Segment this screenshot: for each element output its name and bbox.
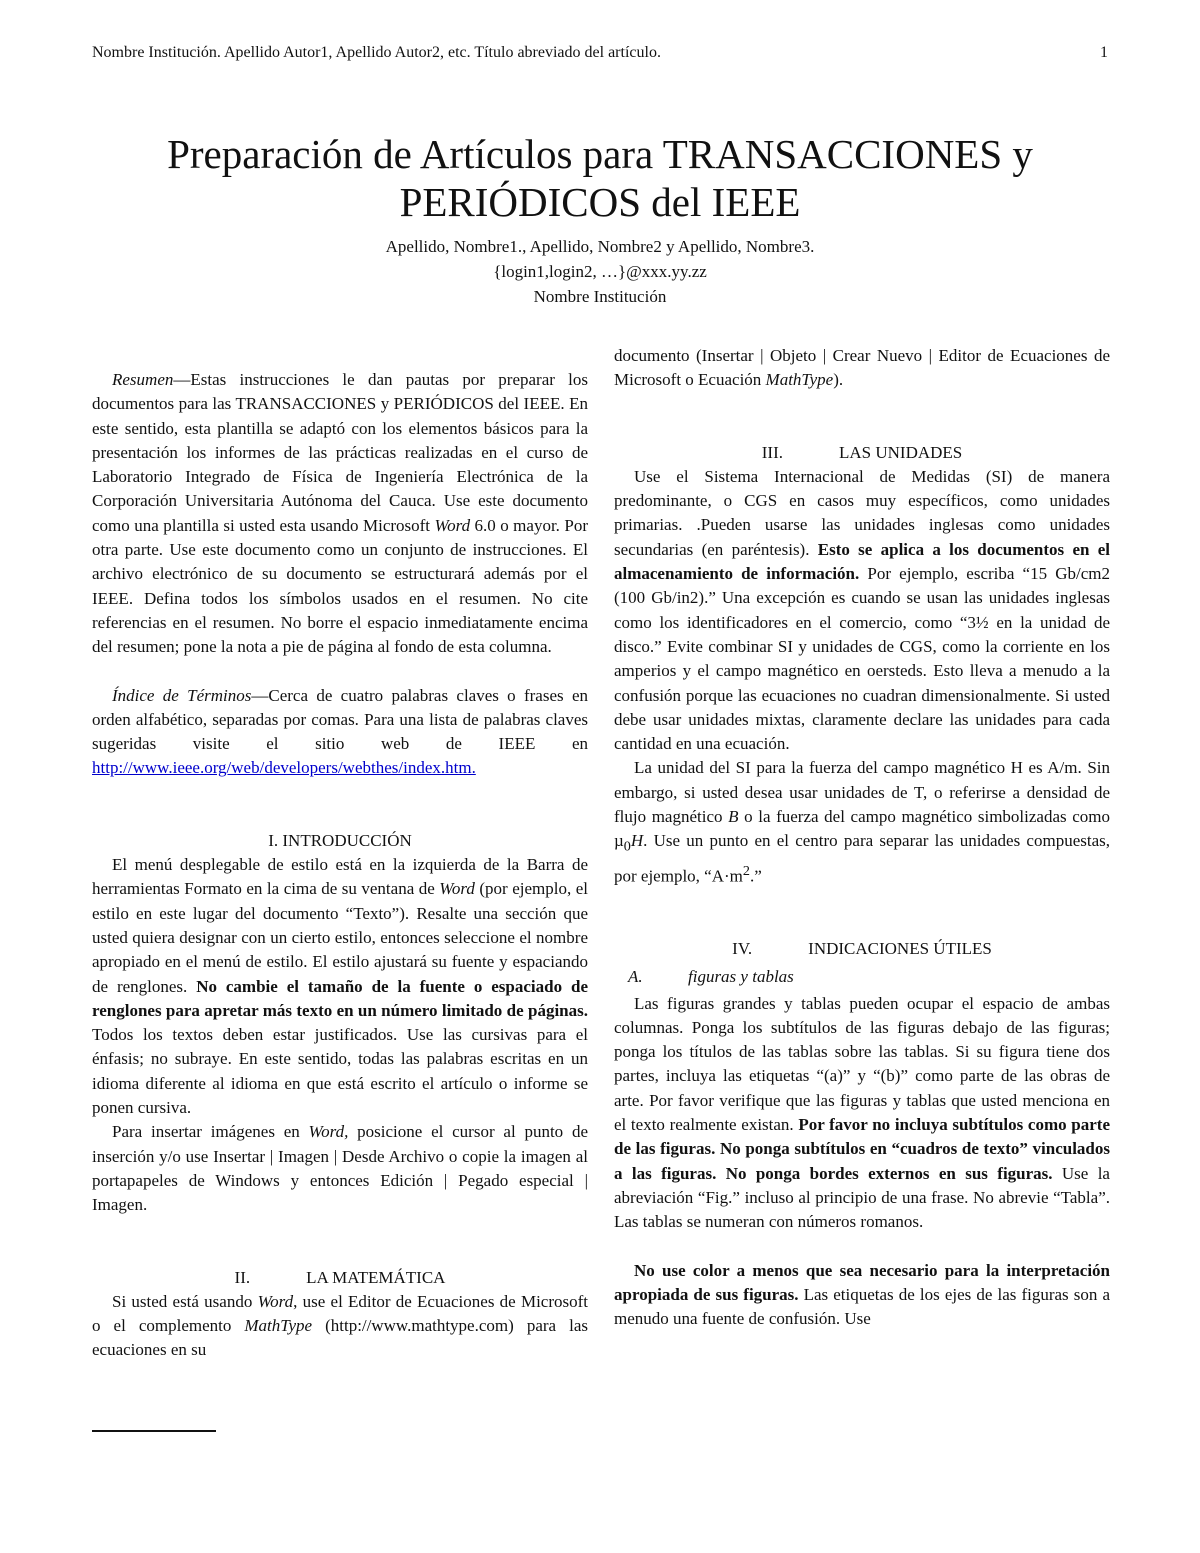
- tips-paragraph-1: Las figuras grandes y tablas pueden ocupar el espacio de ambas columnas. Ponga los subtítulos de las figuras debajo de las figuras; ponga los títulos de las tablas sobre las tablas. Si su figura tiene dos partes, incluya las etiquetas “(a)” y “(b)” como parte de las obras de arte. Por favor verifique que las figuras y tablas que usted menciona en el texto realmente existan. Por favor no incluya subtítulos como parte de las figuras. No ponga subtítulos en “cuadros de texto” vinculados a las figuras. No ponga bordes externos en sus figuras. Use la abreviación “Fig.” incluso al principio de una frase. No abrevie “Tabla”. Las tablas se numeran con números romanos.: [614, 993, 1110, 1232]
- math-paragraph-end: documento (Insertar | Objeto | Crear Nuevo | Editor de Ecuaciones de Microsoft o Ecuación MathType).: [614, 346, 1110, 390]
- units-paragraph-2: La unidad del SI para la fuerza del campo magnético H es A/m. Sin embargo, si usted desea usar unidades de T, o referirse a densidad de flujo magnético B o la fuerza del campo magnético simbolizadas como µ$_0$H. Use un punto en el centro para separar las unidades compuestas, por ejemplo, “$A\cdot m^2$.”: [614, 758, 1110, 886]
- heading-indicaciones: IV. INDICACIONES ÚTILES: [732, 938, 992, 958]
- math-text-continued: (http://www.mathtype.com) para las ecuaciones en su: [92, 1316, 588, 1360]
- page-number: 1: [1100, 44, 1108, 61]
- paper-title: [0, 130, 1200, 226]
- right-column: [614, 344, 1110, 1331]
- author-names: Apellido, Nombre1., Apellido, Nombre2 y Apellido, Nombre3.: [385, 237, 815, 256]
- intro-paragraph-2: Para insertar imágenes en Word, posicione el cursor al punto de inserción y/o use Insertar | Imagen | Desde Archivo o copie la imagen al portapapeles de Windows y entonces Edición | Pegado especial | Imagen.: [92, 1122, 588, 1215]
- heading-introduccion: I. INTRODUCCIÓN: [268, 830, 412, 850]
- running-header: [92, 44, 1108, 62]
- title-line-2: PERIÓDICOS del IEEE: [399, 179, 801, 225]
- abstract-label: Resumen: [112, 370, 174, 389]
- math-paragraph-start: Si usted está usando Word, use el Editor de Ecuaciones de Microsoft o el complemento MathType (http://www.mathtype.com) para las ecuaciones en su: [92, 1291, 588, 1360]
- title-line-1: Preparación de Artículos para TRANSACCIONES y: [167, 131, 1033, 177]
- left-column: [92, 368, 588, 1363]
- ieee-thesaurus-link[interactable]: http://www.ieee.org/web/developers/webthes/index.htm.: [92, 758, 476, 778]
- running-title: Nombre Institución. Apellido Autor1, Apellido Autor2, etc. Título abreviado del artículo.: [92, 44, 661, 61]
- footnote-rule: [92, 1430, 216, 1432]
- tips-paragraph-2: No use color a menos que sea necesario para la interpretación apropiada de sus figuras. Las etiquetas de los ejes de las figuras son a menudo una fuente de confusión. Use: [614, 1260, 1110, 1329]
- author-block: [0, 234, 1200, 309]
- subheading-figuras-tablas: A. figuras y tablas: [628, 967, 794, 987]
- intro-paragraph-1: El menú desplegable de estilo está en la izquierda de la Barra de herramientas Formato en la cima de su ventana de Word (por ejemplo, el estilo en este lugar del documento “Texto”). Resalte una sección que usted quiera designar con un cierto estilo, entonces seleccione el nombre apropiado en el menú de estilo. El estilo ajustará su fuente y espaciando de renglones. No cambie el tamaño de la fuente o espaciado de renglones para apretar más texto en un número limitado de páginas. Todos los textos deben estar justificados. Use las cursivas para el énfasis; no subraye. En este sentido, todas las palabras escritas en un idioma diferente al idioma en que está escrito el artículo o informe se ponen cursiva.: [92, 855, 588, 1118]
- abstract: Resumen—Estas instrucciones le dan pautas por preparar los documentos para las TRANSACCIONES y PERIÓDICOS del IEEE. En este sentido, esta plantilla se adaptó con los elementos básicos para la presentación los informes de las prácticas realizadas en el curso de Laboratorio Integrado de Física de Ingeniería Electrónica de la Corporación Universitaria Autónoma del Cauca. Use este documento como una plantilla si usted esta usando Microsoft Word 6.0 o mayor. Por otra parte. Use este documento como un conjunto de instrucciones. El archivo electrónico de su documento se estructurará además por el IEEE. Defina todos los símbolos usados en el resumen. No cite referencias en el resumen. No borre el espacio inmediatamente encima del resumen; pone la nota a pie de página al fondo de esta columna.: [92, 370, 588, 657]
- author-institution: Nombre Institución: [533, 287, 667, 306]
- author-emails: {login1,login2, …}@xxx.yy.zz: [493, 262, 707, 281]
- units-paragraph-1: Use el Sistema Internacional de Medidas (SI) de manera predominante, o CGS en casos muy específicos, como unidades primarias. .Pueden usarse las unidades inglesas como unidades secundarias (en paréntesis). Esto se aplica a los documentos en el almacenamiento de información. Por ejemplo, escriba “15 Gb/cm2 (100 Gb/in2).” Una excepción es cuando se usan las unidades inglesas como los identificadores en el comercio, como “3½ en la unidad de disco.” Evite combinar SI y unidades de CGS, como la corriente en los amperios y el campo magnético en oersteds. Esto lleva a menudo a la confusión porque las ecuaciones no cuadran dimensionalmente. Si usted debe usar unidades mixtas, claramente declare las unidades para cada cantidad en una ecuación.: [614, 466, 1111, 754]
- heading-matematica: II. LA MATEMÁTICA: [234, 1267, 446, 1287]
- index-terms-label: Índice de Términos: [112, 685, 252, 705]
- index-terms: Índice de Términos—Cerca de cuatro palabras claves o frases en orden alfabético, separadas por comas. Para una lista de palabras claves sugeridas visite el sitio web de IEEE en http://www.ieee.org/web/developers/webthes/index.htm.: [92, 685, 588, 778]
- heading-unidades: III. LAS UNIDADES: [761, 442, 963, 462]
